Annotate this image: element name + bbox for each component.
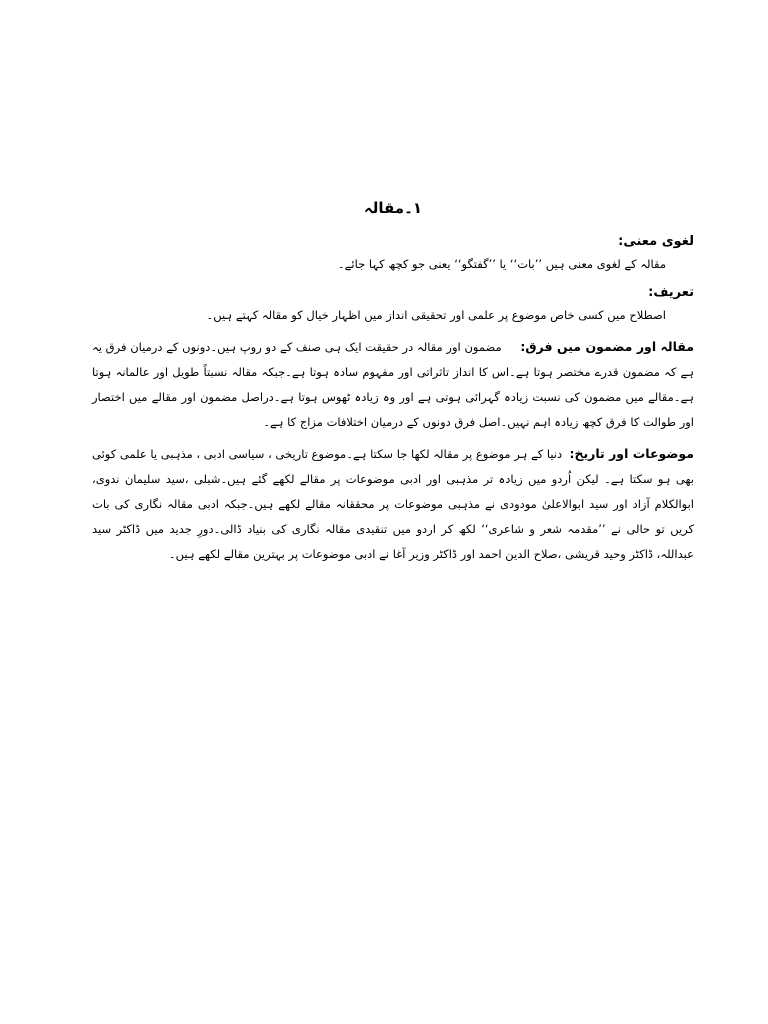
section-heading-tareef: تعریف:	[648, 285, 694, 300]
section-tareef	[92, 283, 694, 328]
section-lughvi	[92, 232, 694, 277]
section-text-mauzuat: دنیا کے ہر موضوع پر مقالہ لکھا جا سکتا ہے۔موضوع تاریخی ، سیاسی ادبی ، مذہبی یا علمی کوئی بھی ہو سکتا ہے۔ لیکن اُردو میں زیادہ تر مذہبی اور ادبی موضوعات پر مقالے لکھے گئے ہیں۔شبلی ،سید سلیمان ندوی، ابوالکلام آزاد اور سید ابوالاعلیٰ مودودی نے مذہبی موضوعات پر محققانہ مقالے لکھے ہیں۔جبکہ ادبی مقالہ نگاری کی بات کریں تو حالی نے ’’مقدمہ شعر و شاعری‘‘ لکھ کر اردو میں تنقیدی مقالہ نگاری کی بنیاد ڈالی۔دورِ جدید میں ڈاکٹر سید عبداللہ، ڈاکٹر وحید قریشی ،صلاح الدین احمد اور ڈاکٹر وزیر آغا نے ادبی موضوعات پر بہترین مقالے لکھے ہیں۔	[92, 447, 694, 561]
section-heading-farq: مقالہ اور مضمون میں فرق:	[520, 339, 695, 354]
document-body	[92, 198, 694, 567]
document-title: ۱۔مقالہ	[363, 199, 423, 217]
section-paragraph-mauzuat	[92, 441, 694, 567]
section-heading-mauzuat: موضوعات اور تاریخ:	[569, 446, 694, 461]
section-text-lughvi: مقالہ کے لغوی معنی ہیں ’’بات‘‘ یا ’’گفتگو‘‘ یعنی جو کچھ کہا جائے۔	[337, 257, 666, 271]
section-text-farq: مضمون اور مقالہ در حقیقت ایک ہی صنف کے دو روپ ہیں۔دونوں کے درمیان فرق یہ ہے کہ مضمون قدرے مختصر ہوتا ہے۔اس کا انداز تاثراتی اور مفہوم سادہ ہوتا ہے۔جبکہ مقالہ نسبتاً طویل اور عالمانہ ہوتا ہے۔مقالے میں مضمون کی نسبت زیادہ گہرائی ہوتی ہے اور وہ زیادہ ٹھوس ہوتا ہے۔دراصل مضمون اور مقالے میں اختصار اور طوالت کا فرق کچھ زیادہ اہم نہیں۔اصل فرق دونوں کے درمیان اختلافات مزاج کا ہے۔	[92, 340, 694, 429]
section-farq	[92, 334, 694, 435]
section-paragraph-farq	[92, 334, 694, 435]
section-text-tareef: اصطلاح میں کسی خاص موضوع پر علمی اور تحقیقی انداز میں اظہار خیال کو مقالہ کہتے ہیں۔	[206, 308, 666, 322]
section-mauzuat	[92, 441, 694, 567]
section-heading-lughvi: لغوی معنی:	[618, 234, 694, 249]
